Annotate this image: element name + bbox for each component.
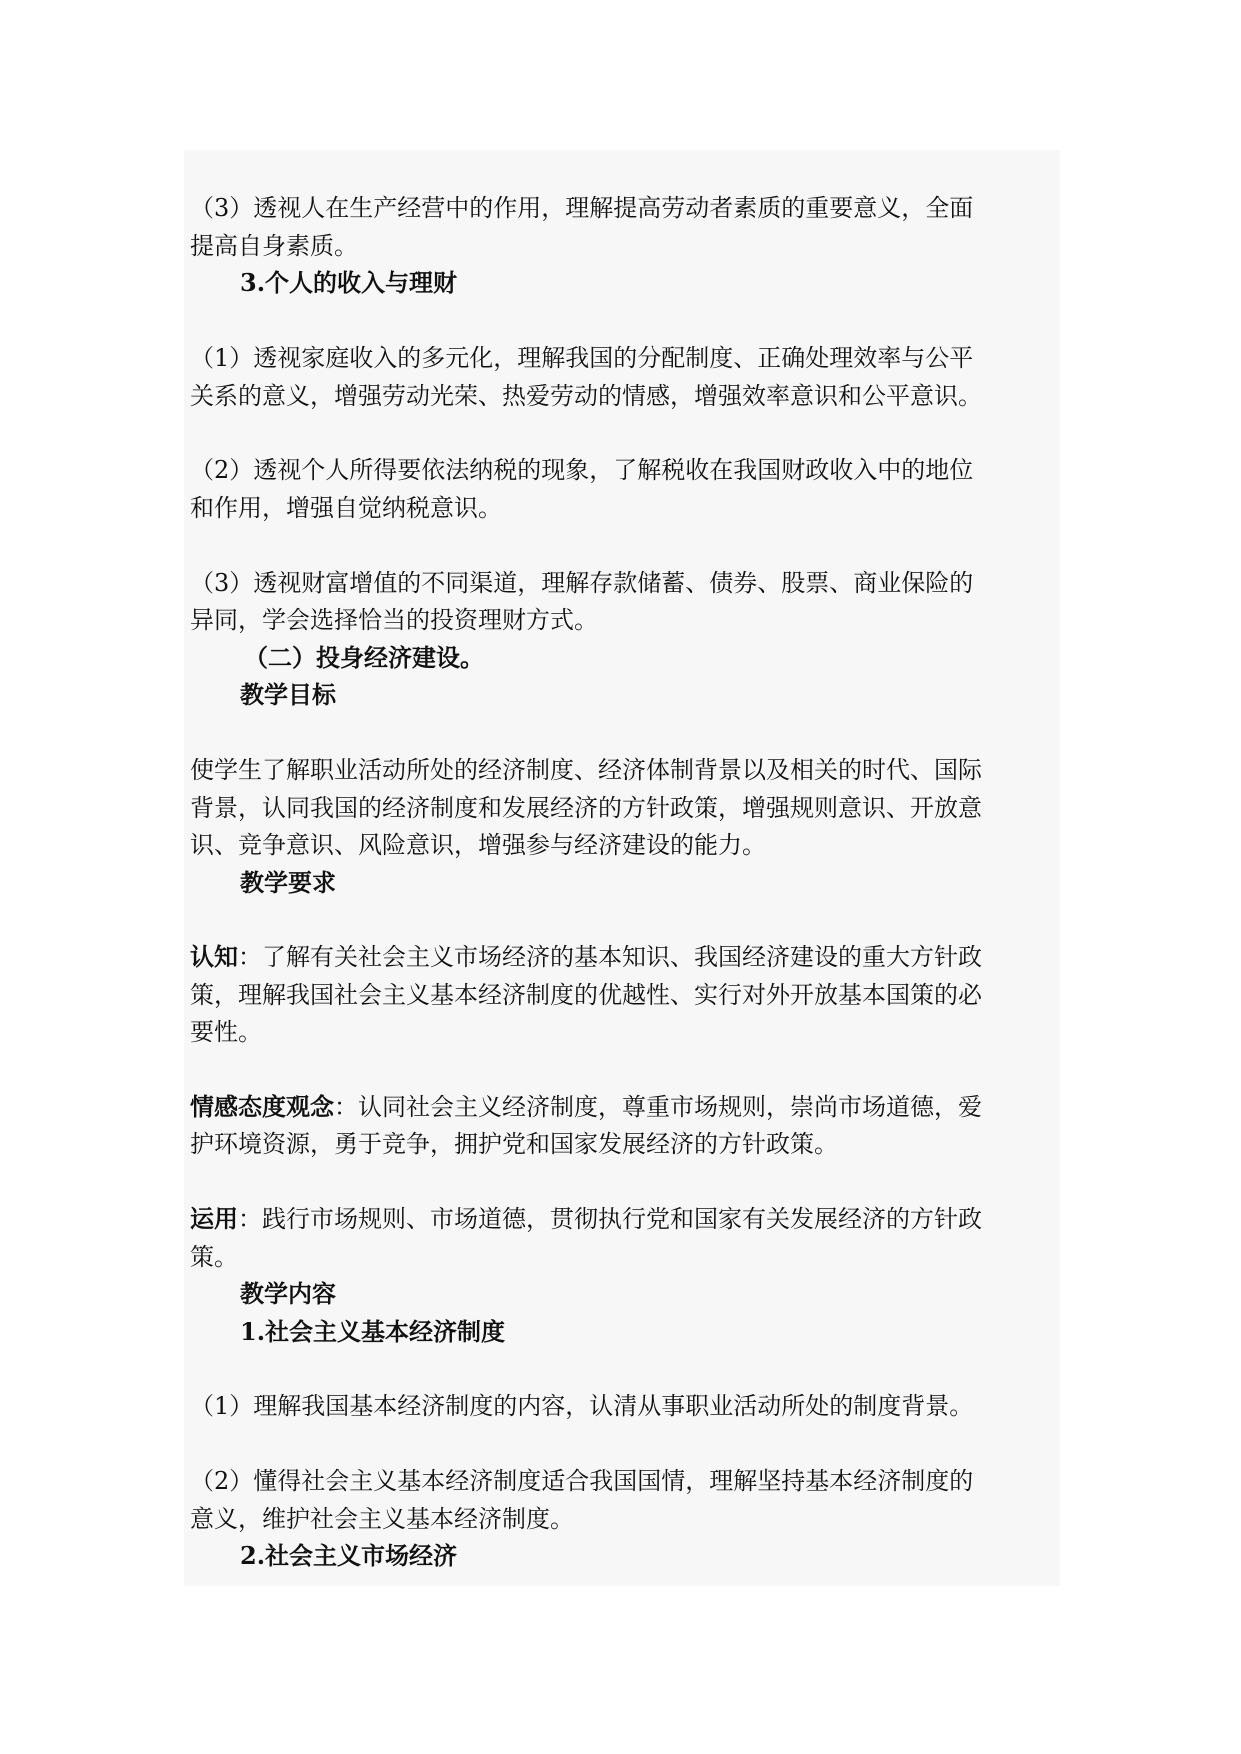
- paragraph-line: 使学生了解职业活动所处的经济制度、经济体制背景以及相关的时代、国际: [190, 756, 982, 784]
- term-label: 认知: [190, 942, 238, 971]
- paragraph-line: 策，理解我国社会主义基本经济制度的优越性、实行对外开放基本国策的必: [190, 981, 982, 1009]
- paragraph-line: [190, 1201, 982, 1237]
- subsection-heading: 教学内容: [240, 1279, 336, 1308]
- paragraph-line: 意义，维护社会主义基本经济制度。: [190, 1505, 574, 1533]
- paragraph-line: 提高自身素质。: [190, 232, 358, 260]
- section-heading: 3.个人的收入与理财: [240, 268, 458, 297]
- paragraph-line: （3）透视人在生产经营中的作用，理解提高劳动者素质的重要意义，全面: [190, 194, 974, 222]
- term-text: ：践行市场规则、市场道德，贯彻执行党和国家有关发展经济的方针政: [238, 1205, 982, 1233]
- paragraph-line: （2）透视个人所得要依法纳税的现象，了解税收在我国财政收入中的地位: [190, 456, 974, 484]
- paragraph-line: 异同，学会选择恰当的投资理财方式。: [190, 606, 598, 634]
- paragraph-line: 和作用，增强自觉纳税意识。: [190, 494, 502, 522]
- section-heading: 2.社会主义市场经济: [240, 1541, 458, 1570]
- section-heading: 1.社会主义基本经济制度: [240, 1317, 506, 1346]
- term-text: ：了解有关社会主义市场经济的基本知识、我国经济建设的重大方针政: [238, 943, 982, 971]
- paragraph-line: [190, 1089, 982, 1125]
- term-text: ：认同社会主义经济制度，尊重市场规则，崇尚市场道德，爱: [334, 1093, 982, 1121]
- paragraph-line: （2）懂得社会主义基本经济制度适合我国国情，理解坚持基本经济制度的: [190, 1467, 974, 1495]
- subsection-heading: 教学目标: [240, 680, 336, 709]
- paragraph-line: （3）透视财富增值的不同渠道，理解存款储蓄、债券、股票、商业保险的: [190, 569, 974, 597]
- paragraph-line: 识、竞争意识、风险意识，增强参与经济建设的能力。: [190, 831, 766, 859]
- paragraph-line: 要性。: [190, 1018, 262, 1046]
- paragraph-line: 护环境资源，勇于竞争，拥护党和国家发展经济的方针政策。: [190, 1130, 838, 1158]
- subsection-heading: 教学要求: [240, 868, 336, 897]
- paragraph-line: （1）理解我国基本经济制度的内容，认清从事职业活动所处的制度背景。: [190, 1392, 974, 1420]
- paragraph-line: 策。: [190, 1243, 238, 1271]
- term-label: 运用: [190, 1204, 238, 1233]
- paragraph-line: 关系的意义，增强劳动光荣、热爱劳动的情感，增强效率意识和公平意识。: [190, 382, 982, 410]
- paragraph-line: [190, 939, 982, 975]
- section-heading: （二）投身经济建设。: [244, 643, 484, 672]
- paragraph-line: 背景，认同我国的经济制度和发展经济的方针政策，增强规则意识、开放意: [190, 794, 982, 822]
- paragraph-line: （1）透视家庭收入的多元化，理解我国的分配制度、正确处理效率与公平: [190, 344, 974, 372]
- term-label: 情感态度观念: [190, 1092, 334, 1121]
